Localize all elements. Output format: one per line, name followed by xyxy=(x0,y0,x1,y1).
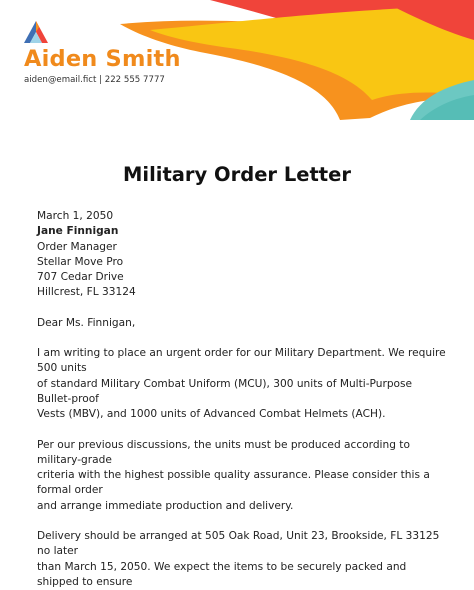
paragraph-1-line-2: of standard Military Combat Uniform (MCU), 300 units of Multi-Purpose Bullet-proof xyxy=(37,377,413,405)
colorful-peak-logo-icon xyxy=(24,21,48,43)
paragraph-3-line-2: than March 15, 2050. We expect the items to be securely packed and shipped to ensure xyxy=(37,560,407,588)
recipient-city: Hillcrest, FL 33124 xyxy=(37,286,136,299)
paragraph-2-line-1: Per our previous discussions, the units must be produced according to military-grade xyxy=(37,438,410,466)
recipient-company: Stellar Move Pro xyxy=(37,255,124,268)
letter-title: Military Order Letter xyxy=(123,163,351,186)
sender-name: Aiden Smith xyxy=(24,46,181,72)
paragraph-1-line-1: I am writing to place an urgent order for our Military Department. We require 500 units xyxy=(37,347,446,375)
recipient-title: Order Manager xyxy=(37,240,117,253)
salutation: Dear Ms. Finnigan, xyxy=(37,316,136,329)
paragraph-2-line-2: criteria with the highest possible quality assurance. Please consider this a formal order xyxy=(37,469,430,497)
letter-date: March 1, 2050 xyxy=(37,210,114,222)
paragraph-2-line-3: and arrange immediate production and delivery. xyxy=(37,499,294,512)
sender-contact: aiden@email.fict | 222 555 7777 xyxy=(24,75,165,85)
recipient-name: Jane Finnigan xyxy=(37,225,119,238)
paragraph-1-line-3: Vests (MBV), and 1000 units of Advanced Combat Helmets (ACH). xyxy=(37,408,386,421)
letter-body xyxy=(37,209,447,590)
paragraph-3-line-1: Delivery should be arranged at 505 Oak Road, Unit 23, Brookside, FL 33125 no later xyxy=(37,530,440,558)
recipient-street: 707 Cedar Drive xyxy=(37,271,124,284)
